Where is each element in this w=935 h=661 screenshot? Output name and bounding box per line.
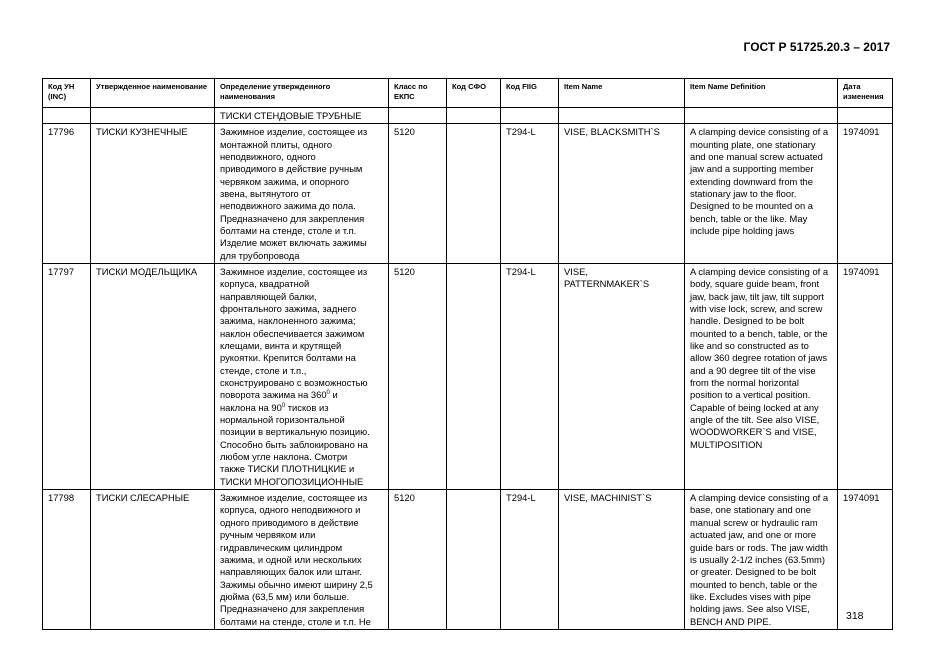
definition-line: нормальной горизонтальной bbox=[220, 414, 345, 426]
definition-line: гидравлическим цилиндром bbox=[220, 541, 343, 553]
cell-approved-name: ТИСКИ МОДЕЛЬЩИКА bbox=[91, 263, 215, 489]
definition-line: приводимого в действие ручным bbox=[220, 163, 363, 175]
cell-class-ekps: 5120 bbox=[389, 263, 447, 489]
header-item-name: Item Name bbox=[559, 79, 685, 108]
definition-line: любом угле наклона. Смотри bbox=[220, 451, 348, 463]
definition-line-rotation bbox=[220, 389, 383, 401]
cell-code-sfo bbox=[447, 490, 501, 630]
definition-line: рукоятки. Крепится болтами на bbox=[220, 352, 356, 364]
definition-line: клещами, винта и крутящей bbox=[220, 340, 342, 351]
cell-approved-name: ТИСКИ КУЗНЕЧНЫЕ bbox=[91, 124, 215, 264]
definition-line: также ТИСКИ ПЛОТНИЦКИЕ и bbox=[220, 463, 355, 475]
definition-line: позиции в вертикальную позицию. bbox=[220, 426, 370, 438]
definition-line: монтажной плиты, одного bbox=[220, 138, 333, 150]
cell-item-name-definition: A clamping device consisting of a body, square guide beam, front jaw, back jaw, tilt jaw, tilt support with vise lock, screw, and screw handle. Designed to be bolt mounted to a bench, table, or the like and so constructed as to allow 360 degree rotation of jaws and a 90 degree tilt of the vise from the normal horizontal position to a vertical position. Capable of being locked at any angle of the tilt. See also VISE, WOODWORKER`S and VISE, MULTIPOSITION bbox=[685, 263, 838, 489]
definition-line: фронтального зажима, заднего bbox=[220, 302, 357, 314]
empty-cell bbox=[685, 107, 838, 123]
page-number: 318 bbox=[846, 610, 864, 622]
document-code: ГОСТ Р 51725.20.3 – 2017 bbox=[743, 40, 890, 54]
degree-superscript: 0 bbox=[326, 390, 330, 397]
cell-item-name-definition: A clamping device consisting of a base, one stationary and one manual screw or hydraulic ram actuated jaw, and one or more guide bars or rods. The jaw width is usually 2-1/2 inches (63.5mm) or greater. Designed to be bolt mounted to bench, table or the like. Excludes vises with pipe holding jaws. See also VISE, BENCH AND PIPE. bbox=[685, 490, 838, 630]
definition-line: одного приводимого в действие bbox=[220, 516, 359, 528]
cell-code-fiig: T294-L bbox=[501, 263, 559, 489]
definition-line: зажима, и одной или нескольких bbox=[220, 553, 362, 565]
tilt-suffix: тисков из bbox=[285, 401, 329, 413]
rotation-text: поворота зажима на 360 bbox=[220, 389, 327, 401]
header-change-date: Дата изменения bbox=[838, 79, 893, 108]
table-row bbox=[43, 263, 893, 489]
cell-code-fiig: T294-L bbox=[501, 490, 559, 630]
continuation-row bbox=[43, 107, 893, 123]
definition-line: Зажимное изделие, состоящее из bbox=[220, 492, 368, 504]
header-code-fiig: Код FIIG bbox=[501, 79, 559, 108]
definition-line: направляющей балки, bbox=[220, 290, 317, 302]
cell-definition bbox=[215, 263, 389, 489]
definition-line: для трубопровода bbox=[220, 249, 300, 261]
empty-cell bbox=[838, 107, 893, 123]
definition-line: звена, вытянутого от bbox=[220, 187, 311, 199]
cell-class-ekps: 5120 bbox=[389, 124, 447, 264]
rotation-suffix: и bbox=[329, 389, 338, 401]
definition-line: Предназначено для закрепления bbox=[220, 212, 365, 224]
cell-code-un: 17798 bbox=[43, 490, 91, 630]
definition-line: наклон обеспечивается зажимом bbox=[220, 327, 365, 339]
item-name-line: PATTERNMAKER`S bbox=[564, 278, 650, 290]
definition-line: Способно быть заблокировано на bbox=[220, 438, 368, 450]
cell-approved-name: ТИСКИ СЛЕСАРНЫЕ bbox=[91, 490, 215, 630]
cell-code-sfo bbox=[447, 124, 501, 264]
definition-line: зажима, наклоненного зажима; bbox=[220, 315, 356, 327]
cell-item-name: VISE, MACHINIST`S bbox=[559, 490, 685, 630]
definition-line: червяком зажима, и опорного bbox=[220, 175, 350, 187]
empty-cell bbox=[501, 107, 559, 123]
definition-line: стенде, столе и т.п., bbox=[220, 364, 307, 376]
table-header-row bbox=[43, 79, 893, 108]
empty-cell bbox=[43, 107, 91, 123]
definition-line: ручным червяком или bbox=[220, 529, 316, 541]
table-row bbox=[43, 124, 893, 264]
header-definition: Определение утвержденного наименования bbox=[215, 79, 389, 108]
definition-line: ТИСКИ МНОГОПОЗИЦИОННЫЕ bbox=[220, 475, 364, 487]
cell-change-date: 1974091 bbox=[838, 490, 893, 630]
definition-line: Зажимное изделие, состоящее из bbox=[220, 265, 368, 277]
cell-code-un: 17797 bbox=[43, 263, 91, 489]
cell-class-ekps: 5120 bbox=[389, 490, 447, 630]
empty-cell bbox=[559, 107, 685, 123]
definition-line: Зажимы обычно имеют ширину 2,5 bbox=[220, 578, 373, 590]
cell-change-date: 1974091 bbox=[838, 124, 893, 264]
empty-cell bbox=[389, 107, 447, 123]
definition-line: болтами на стенде, столе и т.п. bbox=[220, 224, 357, 236]
header-code-un: Код УН (INC) bbox=[43, 79, 91, 108]
definition-line: дюйма (63,5 мм) или больше. bbox=[220, 590, 350, 602]
cell-item-name: VISE, BLACKSMITH`S bbox=[559, 124, 685, 264]
cell-item-name-definition: A clamping device consisting of a mounting plate, one stationary and one manual screw actuated jaw and a supporting member extending downward from the stationary jaw to the floor. Designed to be mounted on a bench, table or the like. May include pipe holding jaws bbox=[685, 124, 838, 264]
cell-change-date: 1974091 bbox=[838, 263, 893, 489]
definition-line: неподвижного, одного bbox=[220, 150, 316, 162]
definition-line: сконструировано с возможностью bbox=[220, 377, 368, 389]
definition-line-tilt bbox=[220, 402, 383, 414]
definition-line: корпуса, квадратной bbox=[220, 278, 310, 290]
definition-line: неподвижного зажима до пола. bbox=[220, 200, 356, 212]
cell-code-fiig: T294-L bbox=[501, 124, 559, 264]
empty-cell bbox=[447, 107, 501, 123]
cell-definition bbox=[215, 490, 389, 630]
cell-definition bbox=[215, 124, 389, 264]
definition-line: направляющих балок или штанг. bbox=[220, 566, 362, 578]
cell-code-sfo bbox=[447, 263, 501, 489]
definition-line: Зажимное изделие, состоящее из bbox=[220, 126, 368, 138]
cell-item-name bbox=[559, 263, 685, 489]
table-row bbox=[43, 490, 893, 630]
header-item-name-definition: Item Name Definition bbox=[685, 79, 838, 108]
header-code-sfo: Код СФО bbox=[447, 79, 501, 108]
definition-line: Предназначено для закрепления bbox=[220, 603, 365, 615]
continued-definition-text: ТИСКИ СТЕНДОВЫЕ ТРУБНЫЕ bbox=[215, 107, 389, 123]
nomenclature-table bbox=[42, 78, 893, 630]
tilt-text: наклона на 90 bbox=[220, 401, 282, 413]
definition-line: Изделие может включать зажимы bbox=[220, 237, 367, 249]
item-name-line: VISE, bbox=[564, 265, 588, 277]
empty-cell bbox=[91, 107, 215, 123]
cell-code-un: 17796 bbox=[43, 124, 91, 264]
definition-line: болтами на стенде, столе и т.п. Не bbox=[220, 615, 371, 627]
definition-line: корпуса, одного неподвижного и bbox=[220, 504, 361, 516]
header-class-ekps: Класс по ЕКПС bbox=[389, 79, 447, 108]
header-approved-name: Утвержденное наименование bbox=[91, 79, 215, 108]
degree-superscript: 0 bbox=[281, 402, 286, 409]
